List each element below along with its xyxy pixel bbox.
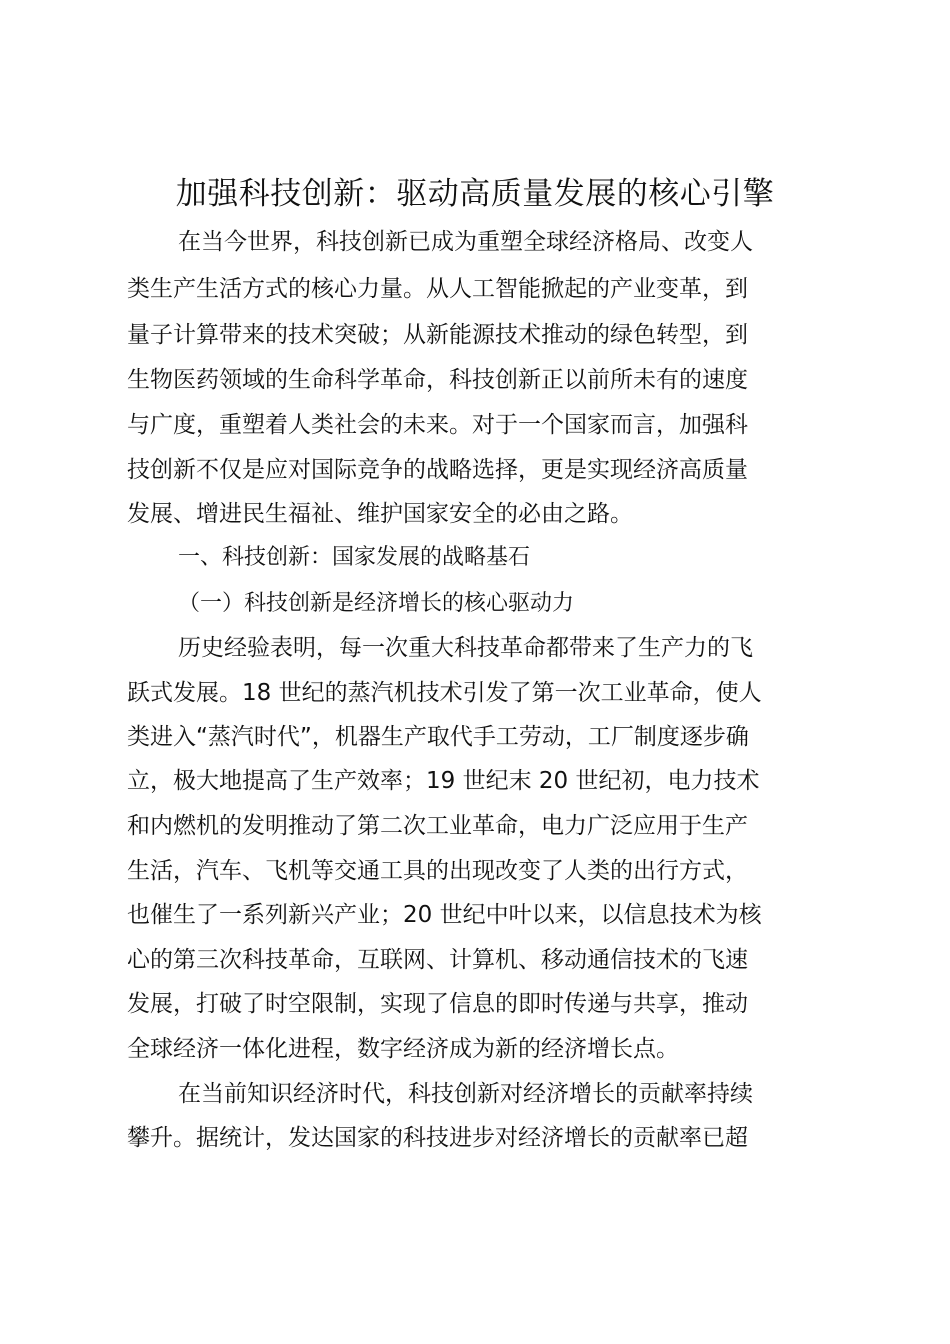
paragraph-1-line-5: 与广度，重塑着人类社会的未来。对于一个国家而言，加强科 bbox=[127, 412, 748, 438]
subsection-1-heading: （一）科技创新是经济增长的核心驱动力 bbox=[178, 591, 575, 616]
paragraph-2-line-6: 生活，汽车、飞机等交通工具的出现改变了人类的出行方式， bbox=[127, 858, 748, 884]
section-1-heading: 一、科技创新：国家发展的战略基石 bbox=[178, 545, 531, 570]
paragraph-1-line-7: 发展、增进民生福祉、维护国家安全的必由之路。 bbox=[127, 501, 633, 527]
paragraph-1-line-1: 在当今世界，科技创新已成为重塑全球经济格局、改变人 bbox=[178, 229, 753, 255]
paragraph-1-line-2: 类生产生活方式的核心力量。从人工智能掀起的产业变革，到 bbox=[127, 276, 748, 302]
paragraph-2-line-7: 也催生了一系列新兴产业；20 世纪中叶以来，以信息技术为核 bbox=[127, 902, 762, 928]
paragraph-2-line-1: 历史经验表明，每一次重大科技革命都带来了生产力的飞 bbox=[178, 635, 753, 661]
paragraph-2-line-5: 和内燃机的发明推动了第二次工业革命，电力广泛应用于生产 bbox=[127, 813, 748, 839]
paragraph-3-line-1: 在当前知识经济时代，科技创新对经济增长的贡献率持续 bbox=[178, 1081, 753, 1107]
paragraph-2-line-10: 全球经济一体化进程，数字经济成为新的经济增长点。 bbox=[127, 1036, 679, 1062]
paragraph-2-line-9: 发展，打破了时空限制，实现了信息的即时传递与共享，推动 bbox=[127, 991, 748, 1017]
paragraph-1-line-6: 技创新不仅是应对国际竞争的战略选择，更是实现经济高质量 bbox=[127, 457, 748, 483]
paragraph-1-line-4: 生物医药领域的生命科学革命，科技创新正以前所未有的速度 bbox=[127, 367, 748, 393]
document-title: 加强科技创新：驱动高质量发展的核心引擎 bbox=[175, 176, 775, 212]
paragraph-2-line-2: 跃式发展。18 世纪的蒸汽机技术引发了第一次工业革命，使人 bbox=[127, 680, 762, 706]
paragraph-2-line-3: 类进入“蒸汽时代”，机器生产取代手工劳动，工厂制度逐步确 bbox=[127, 724, 749, 750]
paragraph-2-line-4: 立，极大地提高了生产效率；19 世纪末 20 世纪初，电力技术 bbox=[127, 768, 760, 794]
paragraph-3-line-2: 攀升。据统计，发达国家的科技进步对经济增长的贡献率已超 bbox=[127, 1125, 748, 1151]
paragraph-2-line-8: 心的第三次科技革命，互联网、计算机、移动通信技术的飞速 bbox=[127, 947, 748, 973]
paragraph-1-line-3: 量子计算带来的技术突破；从新能源技术推动的绿色转型，到 bbox=[127, 322, 748, 348]
